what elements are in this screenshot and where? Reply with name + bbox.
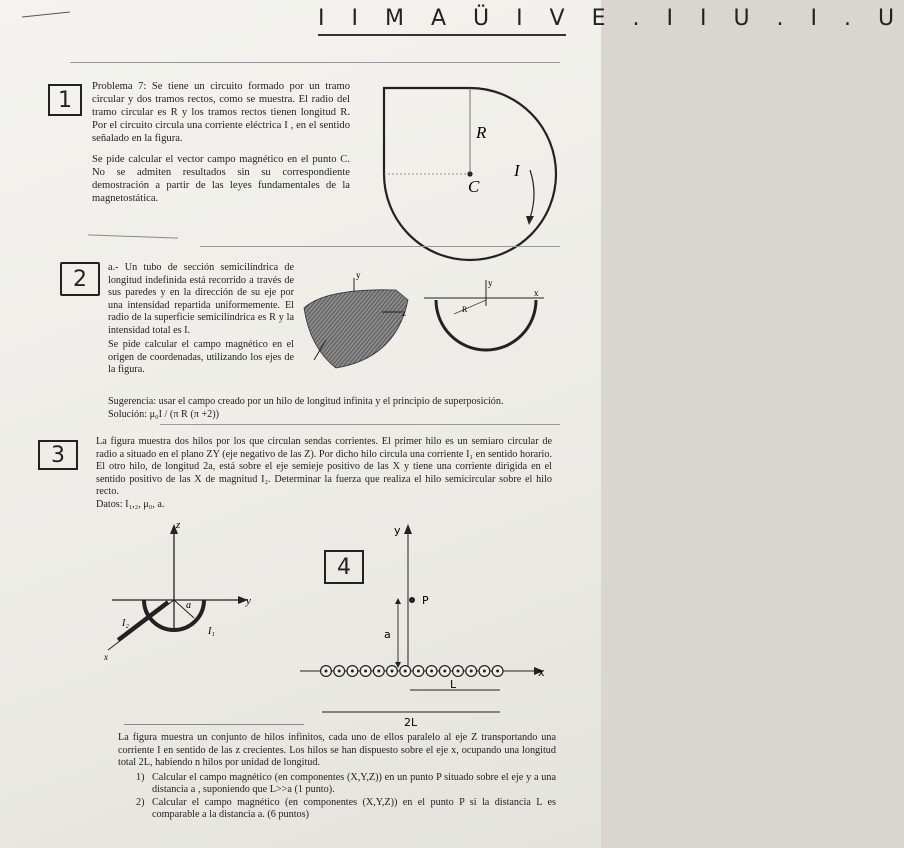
- current-I2-label: I₂: [122, 618, 129, 629]
- ruled-line: [88, 234, 178, 238]
- wire-current-dot: [338, 670, 341, 673]
- wire-current-dot: [377, 670, 380, 673]
- wire-current-dot: [351, 670, 354, 673]
- length-L-label: L: [450, 678, 457, 691]
- problem3-statement: La figura muestra dos hilos por los que circulan sendas corrientes. El primer hilo es un semiaro circular de radio a situado en el plano ZY (eje negativo de las Z). Por dicho hilo circula una corriente I₁ en sentido horario. El otro hilo, de longitud 2a, está sobre el eje semieje positivo de las X y tiene una corriente dirigida en el sentido positivo de las X de magnitud I₂. Determinar la fuerza que realiza el hilo semicircular sobre el hilo recto.: [96, 436, 552, 497]
- wire-current-dot: [417, 670, 420, 673]
- point-P-label: P: [422, 594, 429, 607]
- distance-a-label: a: [384, 628, 391, 641]
- ruled-line: [70, 62, 560, 63]
- semicircle-wire-figure: [104, 519, 274, 666]
- radius-label: R: [476, 123, 487, 142]
- problem2-intro: a.- Un tubo de sección semicilíndrica de longitud indefinida está recorrido a través de sus paredes y en la dirección de su eje por una intensidad repartida uniformemente. El radio de la superficie semicilíndrica es R y la intensidad total es I.: [108, 262, 294, 336]
- problem2-text: [108, 262, 294, 377]
- ruled-line: [160, 424, 560, 425]
- wire-current-dot: [430, 670, 433, 673]
- wire-current-dot: [364, 670, 367, 673]
- wire-current-dot: [404, 670, 407, 673]
- problem2-hint: Sugerencia: usar el campo creado por un hilo de longitud infinita y el principio de superposición.: [108, 396, 504, 407]
- problem-number-box: 3: [38, 440, 78, 470]
- problem1-text: [92, 80, 350, 205]
- problem4-intro: La figura muestra un conjunto de hilos infinitos, cada uno de ellos paralelo al eje Z transportando una corriente I en sentido de las z crecientes. Los hilos se han dispuesto sobre el eje x, ocupando una longitud total 2L, habiendo n hilos por unidad de longitud.: [118, 732, 556, 768]
- axis-x-label: x: [104, 652, 108, 662]
- wire-array-figure: [300, 520, 560, 729]
- center-label: C: [468, 177, 480, 196]
- problem4-items: [136, 772, 556, 822]
- axis-y-label: y: [356, 270, 361, 280]
- ruled-line: [200, 246, 560, 247]
- wire-current-dot: [483, 670, 486, 673]
- corner-mark: [22, 11, 70, 17]
- problem-number-box: 1: [48, 84, 82, 116]
- list-item: 2) Calcular el campo magnético (en componentes (X,Y,Z)) en el punto P si la distancia L es comparable a la distancia a. (6 puntos): [136, 796, 556, 820]
- axis-y-label: y: [246, 595, 251, 607]
- problem3-text: [96, 436, 552, 511]
- wire-current-dot: [496, 670, 499, 673]
- header-underline: [318, 34, 566, 36]
- problem4-text: [118, 732, 556, 822]
- wire-current-dot: [470, 670, 473, 673]
- problem1-task: Se pide calcular el vector campo magnético en el punto C. No se admiten resultados sin su correspondiente demostración a partir de las leyes fundamentales de la magnetostática.: [92, 154, 350, 204]
- wire-current-dot: [443, 670, 446, 673]
- problem-number-box: 4: [324, 550, 364, 584]
- axis-x-label: x: [534, 288, 539, 298]
- problem3-data: Datos: I₁,₂, μ₀, a.: [96, 498, 165, 510]
- ruled-line: [124, 724, 304, 725]
- circuit-figure: [380, 84, 560, 264]
- axis-z-label: z: [402, 308, 406, 318]
- current-label: I: [514, 161, 520, 180]
- current-direction-arrow: [530, 170, 534, 218]
- problem2-task: Se pide calcular el campo magnético en el origen de coordenadas, utilizando los ejes de la figura.: [108, 339, 294, 375]
- point-P: [409, 597, 415, 603]
- wire-current-dot: [457, 670, 460, 673]
- problem-number-box: 2: [60, 262, 100, 296]
- wire-current-dot: [325, 670, 328, 673]
- current-I1-label: I₁: [208, 626, 215, 637]
- radius-label: R: [462, 305, 468, 314]
- problem1-intro: Problema 7: Se tiene un circuito formado por un tramo circular y dos tramos rectos, como se muestra. El radio del tramo circular es R y los tramos rectos tienen longitud R. Por el circuito circula una corriente eléctrica I , en el sentido señalado en la figura.: [92, 81, 350, 144]
- list-item: 1) Calcular el campo magnético (en componentes (X,Y,Z)) en un punto P situado sobre el eje y a una distancia a , suponiendo que L>>a (1 punto).: [136, 771, 556, 795]
- problem2-hint-block: [108, 396, 548, 421]
- radius-label: a: [186, 600, 191, 611]
- wire-current-dot: [391, 670, 394, 673]
- axis-y-label: y: [488, 278, 493, 288]
- axis-y-label: y: [394, 524, 401, 537]
- problem2-solution: Solución: μ₀I / (π R (π +2)): [108, 408, 220, 420]
- semicylinder-3d-figure: [296, 268, 426, 380]
- header-title: I I M A Ü I V E . I I U . I . U: [318, 6, 904, 31]
- axis-z-label: z: [176, 519, 181, 531]
- length-2L-label: 2L: [404, 716, 418, 729]
- axis-x-label: x: [538, 666, 545, 679]
- semicircle-section-figure: [424, 276, 554, 362]
